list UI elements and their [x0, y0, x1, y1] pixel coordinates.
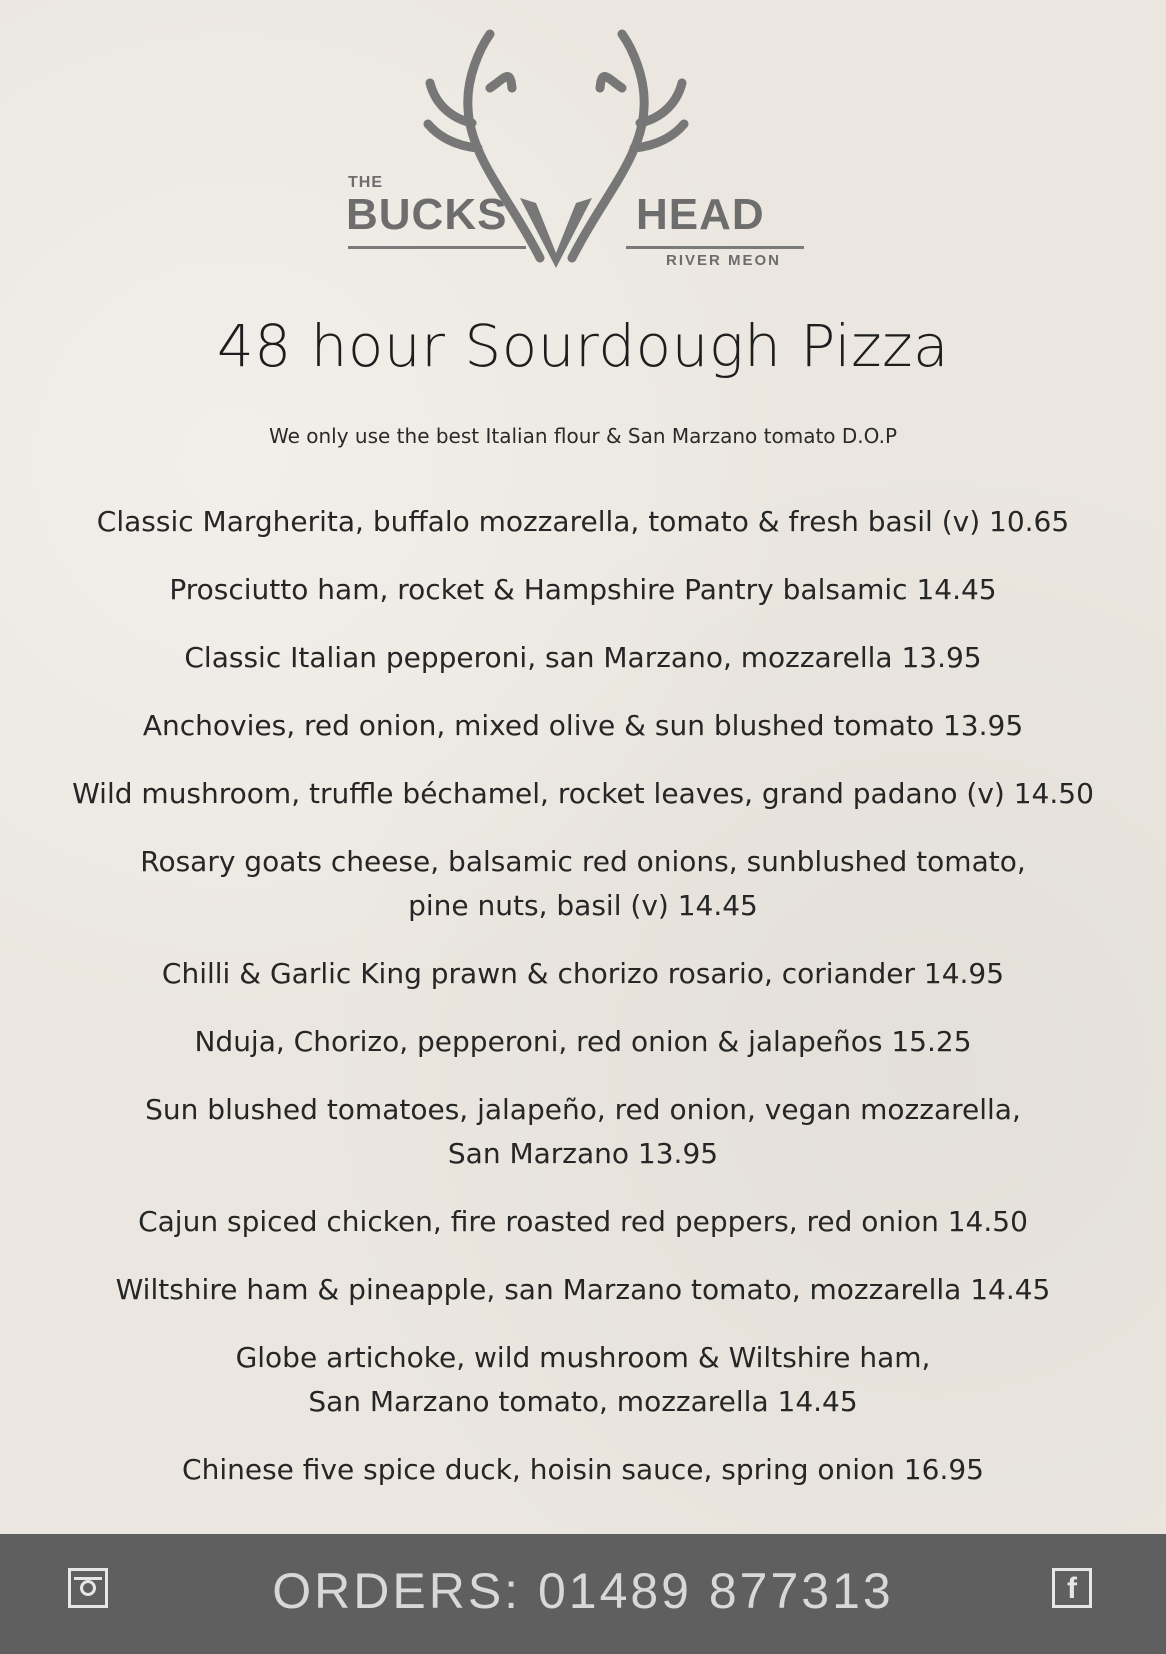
menu-item: San Marzano tomato, mozzarella 14.45 — [308, 1385, 858, 1418]
orders-phone: ORDERS: 01489 877313 — [272, 1563, 894, 1619]
menu-item: Classic Margherita, buffalo mozzarella, tomato & fresh basil (v) 10.65 — [96, 505, 1070, 538]
menu-item: Classic Italian pepperoni, san Marzano, mozzarella 13.95 — [184, 641, 982, 674]
page-title: 48 hour Sourdough Pizza — [216, 312, 950, 380]
menu-item: Prosciutto ham, rocket & Hampshire Pantry balsamic 14.45 — [169, 573, 997, 606]
logo-the: THE — [348, 174, 383, 191]
menu-item: Chinese five spice duck, hoisin sauce, spring onion 16.95 — [182, 1453, 984, 1486]
menu-item: Rosary goats cheese, balsamic red onions, sunblushed tomato, — [140, 845, 1026, 878]
menu-item: Globe artichoke, wild mushroom & Wiltshire ham, — [235, 1341, 931, 1374]
logo-bucks: BUCKS — [346, 190, 508, 239]
menu-item: Anchovies, red onion, mixed olive & sun blushed tomato 13.95 — [142, 709, 1024, 742]
menu-item: Sun blushed tomatoes, jalapeño, red onion, vegan mozzarella, — [145, 1093, 1021, 1126]
facebook-icon[interactable]: f — [1052, 1568, 1092, 1608]
menu-item: San Marzano 13.95 — [447, 1137, 719, 1170]
menu-item: Wiltshire ham & pineapple, san Marzano tomato, mozzarella 14.45 — [115, 1273, 1051, 1306]
menu-item: Cajun spiced chicken, fire roasted red peppers, red onion 14.50 — [138, 1205, 1028, 1238]
bucks-head-logo — [340, 28, 800, 288]
menu-item: Chilli & Garlic King prawn & chorizo rosario, coriander 14.95 — [161, 957, 1005, 990]
logo-divider-right — [626, 246, 804, 249]
menu-item: Nduja, Chorizo, pepperoni, red onion & jalapeños 15.25 — [194, 1025, 972, 1058]
page-subtitle: We only use the best Italian flour & San Marzano tomato D.O.P — [268, 424, 898, 448]
menu-item: Wild mushroom, truffle béchamel, rocket leaves, grand padano (v) 14.50 — [72, 777, 1094, 810]
logo-river-meon: RIVER MEON — [666, 252, 782, 269]
footer-bar — [0, 1534, 1166, 1654]
logo-divider-left — [348, 246, 526, 249]
menu-item: pine nuts, basil (v) 14.45 — [408, 889, 758, 922]
logo-head: HEAD — [636, 190, 765, 239]
pizza-menu-list — [60, 500, 1106, 1516]
stag-antlers-icon — [340, 28, 800, 288]
